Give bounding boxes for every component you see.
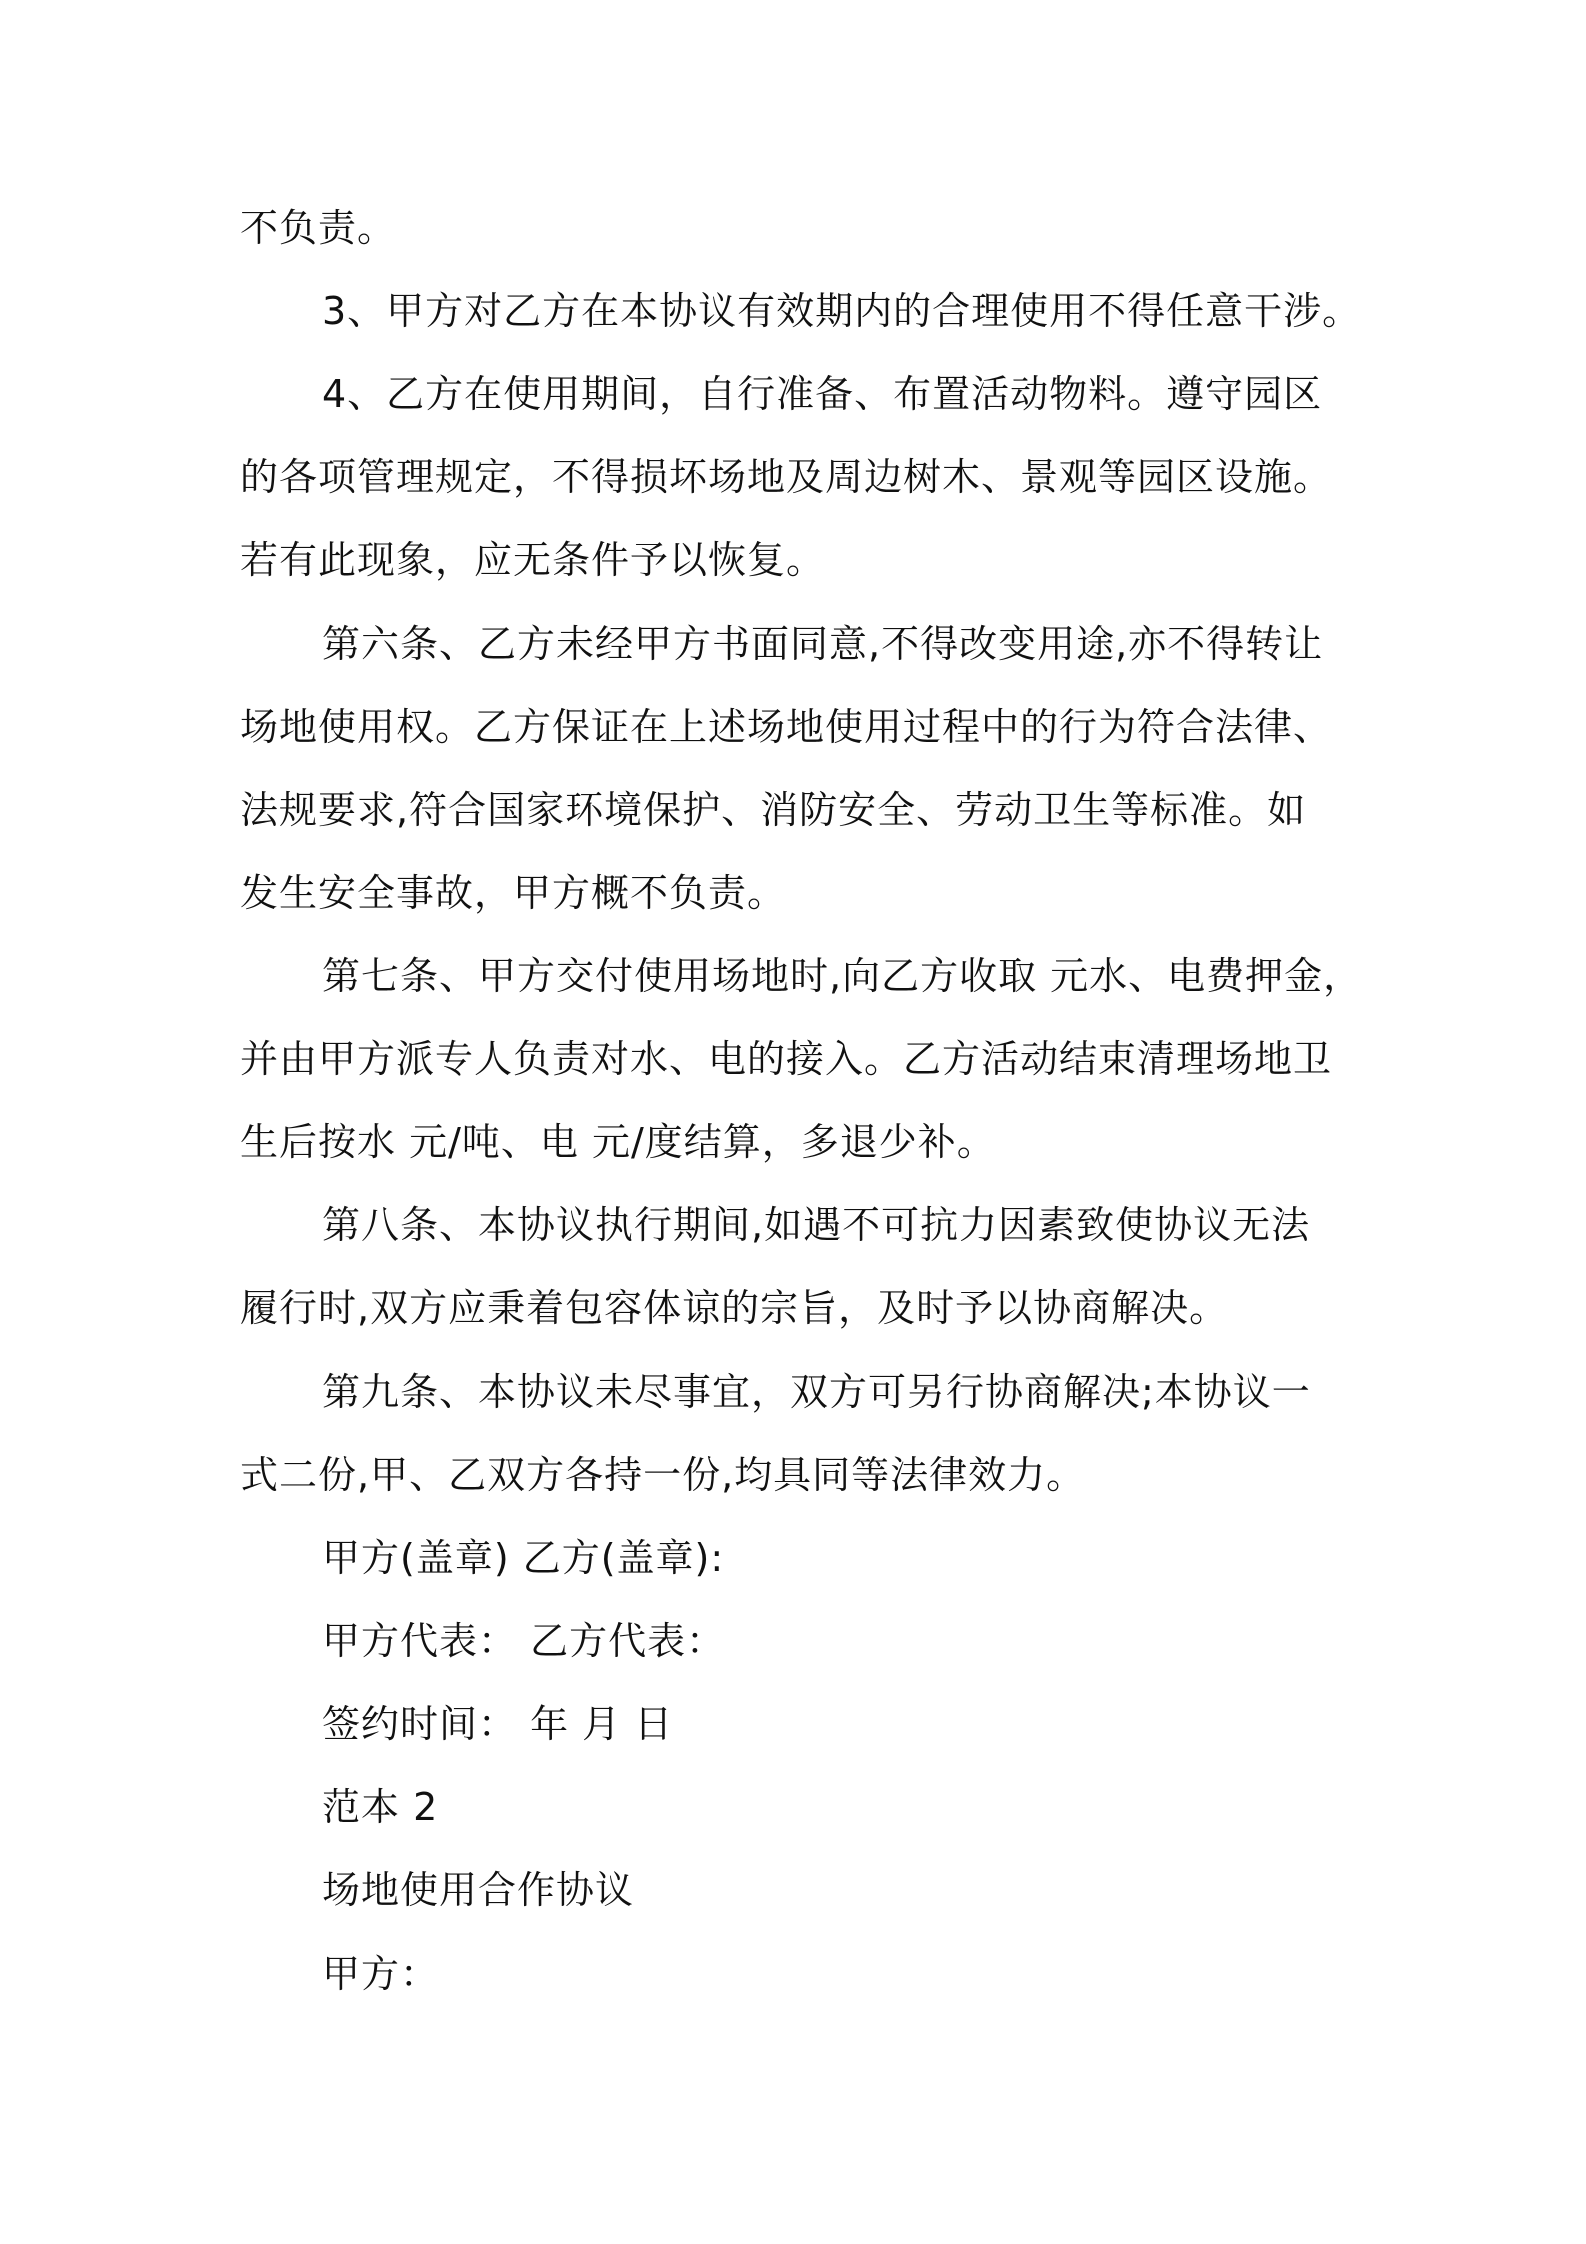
- paragraph-line: 第八条、本协议执行期间,如遇不可抗力因素致使协议无法: [322, 1203, 1311, 1247]
- paragraph-line: 若有此现象，应无条件予以恢复。: [240, 538, 826, 582]
- paragraph-line: 3、甲方对乙方在本协议有效期内的合理使用不得任意干涉。: [322, 289, 1362, 333]
- template-label: 范本 2: [322, 1785, 439, 1829]
- paragraph-line: 第七条、甲方交付使用场地时,向乙方收取 元水、电费押金，: [322, 954, 1363, 998]
- paragraph-line: 生后按水 元/吨、电 元/度结算，多退少补。: [240, 1120, 996, 1164]
- paragraph-line: 履行时,双方应秉着包容体谅的宗旨，及时予以协商解决。: [240, 1286, 1229, 1330]
- paragraph-line: 发生安全事故，甲方概不负责。: [240, 871, 787, 915]
- paragraph-line: 场地使用权。乙方保证在上述场地使用过程中的行为符合法律、: [240, 705, 1333, 749]
- signature-party-line: 甲方(盖章) 乙方(盖章):: [322, 1536, 725, 1580]
- paragraph-line: 并由甲方派专人负责对水、电的接入。乙方活动结束清理场地卫: [240, 1037, 1333, 1081]
- paragraph-line: 法规要求,符合国家环境保护、消防安全、劳动卫生等标准。如: [240, 788, 1307, 832]
- agreement-title: 场地使用合作协议: [322, 1868, 635, 1912]
- paragraph-line: 第九条、本协议未尽事宜，双方可另行协商解决;本协议一: [322, 1370, 1311, 1414]
- paragraph-line: 4、乙方在使用期间，自行准备、布置活动物料。遵守园区: [322, 372, 1323, 416]
- paragraph-line: 的各项管理规定，不得损坏场地及周边树木、景观等园区设施。: [240, 455, 1333, 499]
- signature-representative-line: 甲方代表： 乙方代表：: [322, 1619, 726, 1663]
- paragraph-line: 不负责。: [240, 206, 397, 250]
- paragraph-line: 式二份,甲、乙双方各持一份,均具同等法律效力。: [240, 1453, 1086, 1497]
- paragraph-line: 第六条、乙方未经甲方书面同意,不得改变用途,亦不得转让: [322, 622, 1324, 666]
- signing-date-line: 签约时间： 年 月 日: [322, 1702, 674, 1746]
- party-a-line: 甲方：: [322, 1952, 440, 1996]
